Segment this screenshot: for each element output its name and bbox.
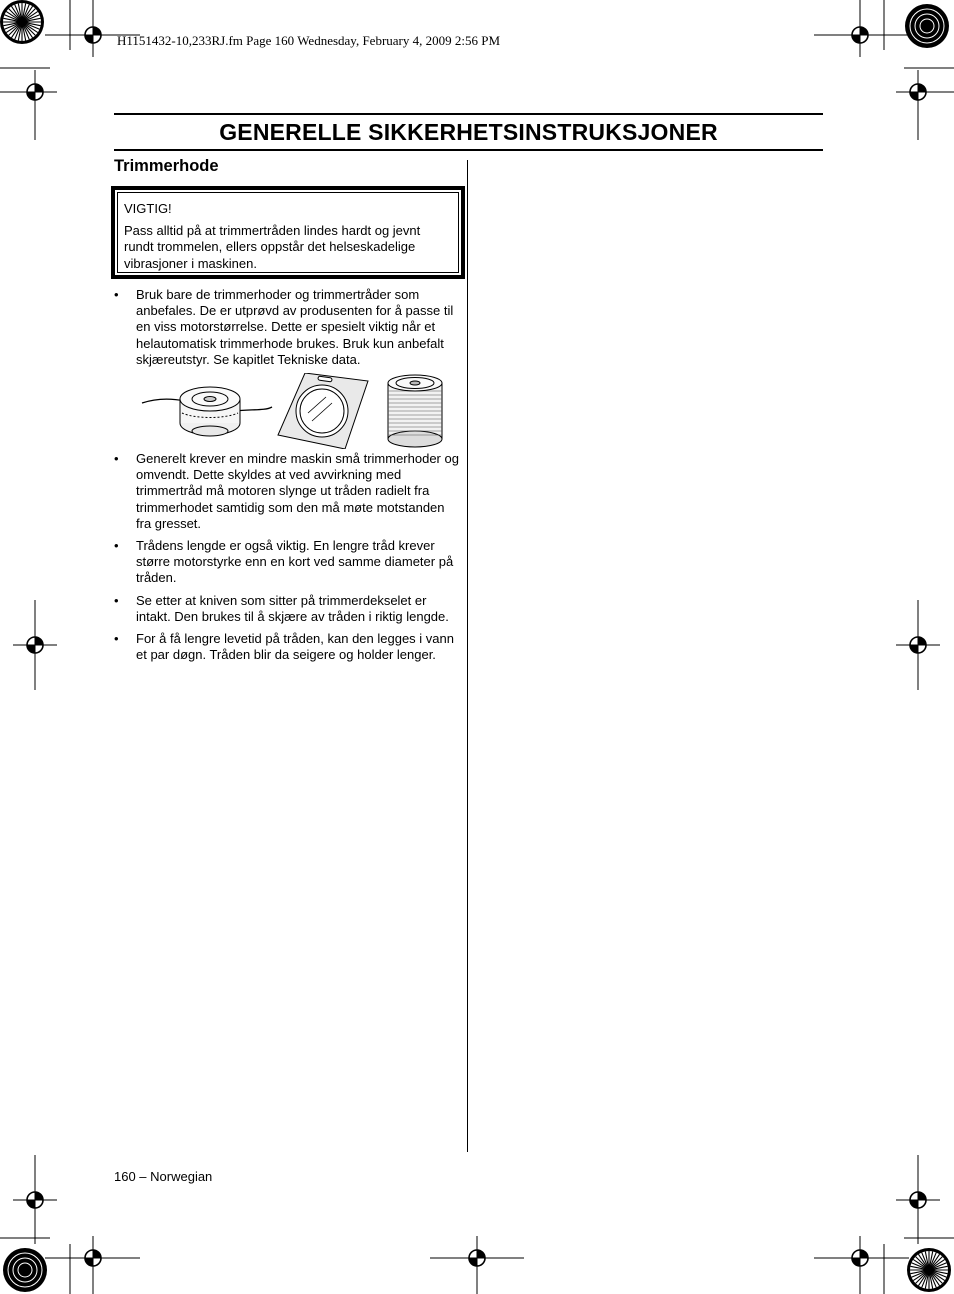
list-item [114, 451, 460, 532]
notice-text: Pass alltid på at trimmertråden lindes hardt og jevnt rundt trommelen, ellers oppstår det helseskadelige vibrasjoner i maskinen. [124, 223, 421, 271]
list-item-text: Generelt krever en mindre maskin små trimmerhoder og omvendt. Dette skyldes at ved avvirkning med trimmertråd må motoren slynge ut tråden radielt fra trimmerhodet samtidig som den må møte motstanden fra gresset. [136, 451, 459, 531]
section-heading: Trimmerhode [114, 157, 219, 175]
file-info-header: H1151432-10,233RJ.fm Page 160 Wednesday, February 4, 2009 2:56 PM [117, 33, 501, 48]
title-rule-bottom [114, 149, 823, 151]
line-package-icon [278, 373, 368, 449]
bullet-symbol: • [114, 538, 119, 554]
important-notice-box [111, 186, 465, 279]
bullet-list-2 [114, 451, 460, 669]
list-item-text: Bruk bare de trimmerhoder og trimmertråder som anbefales. De er utprøvd av produsenten for å passe til en viss motorstørrelse. Dette er spesielt viktig når et helautomatisk trimmerhode brukes. Bruk kun anbefalt skjæreutstyr. Se kapitlet Tekniske data. [136, 287, 454, 367]
bullet-list-1 [114, 287, 460, 368]
page-footer: 160 – Norwegian [114, 1169, 213, 1184]
list-item-text: Trådens lengde er også viktig. En lengre tråd krever større motorstyrke enn en kort ved samme diameter på tråden. [136, 538, 454, 586]
page-title: GENERELLE SIKKERHETSINSTRUKSJONER [219, 119, 718, 145]
trimmer-equipment-illustration [140, 373, 450, 449]
trimmer-head-icon [142, 387, 272, 436]
bullet-symbol: • [114, 631, 119, 647]
list-item [114, 631, 460, 663]
column-divider [467, 160, 468, 1152]
bullet-symbol: • [114, 592, 119, 608]
bullet-symbol: • [114, 451, 119, 466]
list-item-text: Se etter at kniven som sitter på trimmerdekselet er intakt. Den brukes til å skjære av tråden i riktig lengde. [136, 592, 449, 624]
list-item [114, 538, 460, 587]
list-item [114, 287, 460, 368]
bullet-symbol: • [114, 287, 119, 302]
list-item [114, 593, 460, 625]
notice-label: VIGTIG! [124, 201, 172, 216]
list-item-text: For å få lengre levetid på tråden, kan den legges i vann et par døgn. Tråden blir da seigere og holder lenger. [136, 631, 454, 663]
line-spool-icon [388, 375, 442, 447]
